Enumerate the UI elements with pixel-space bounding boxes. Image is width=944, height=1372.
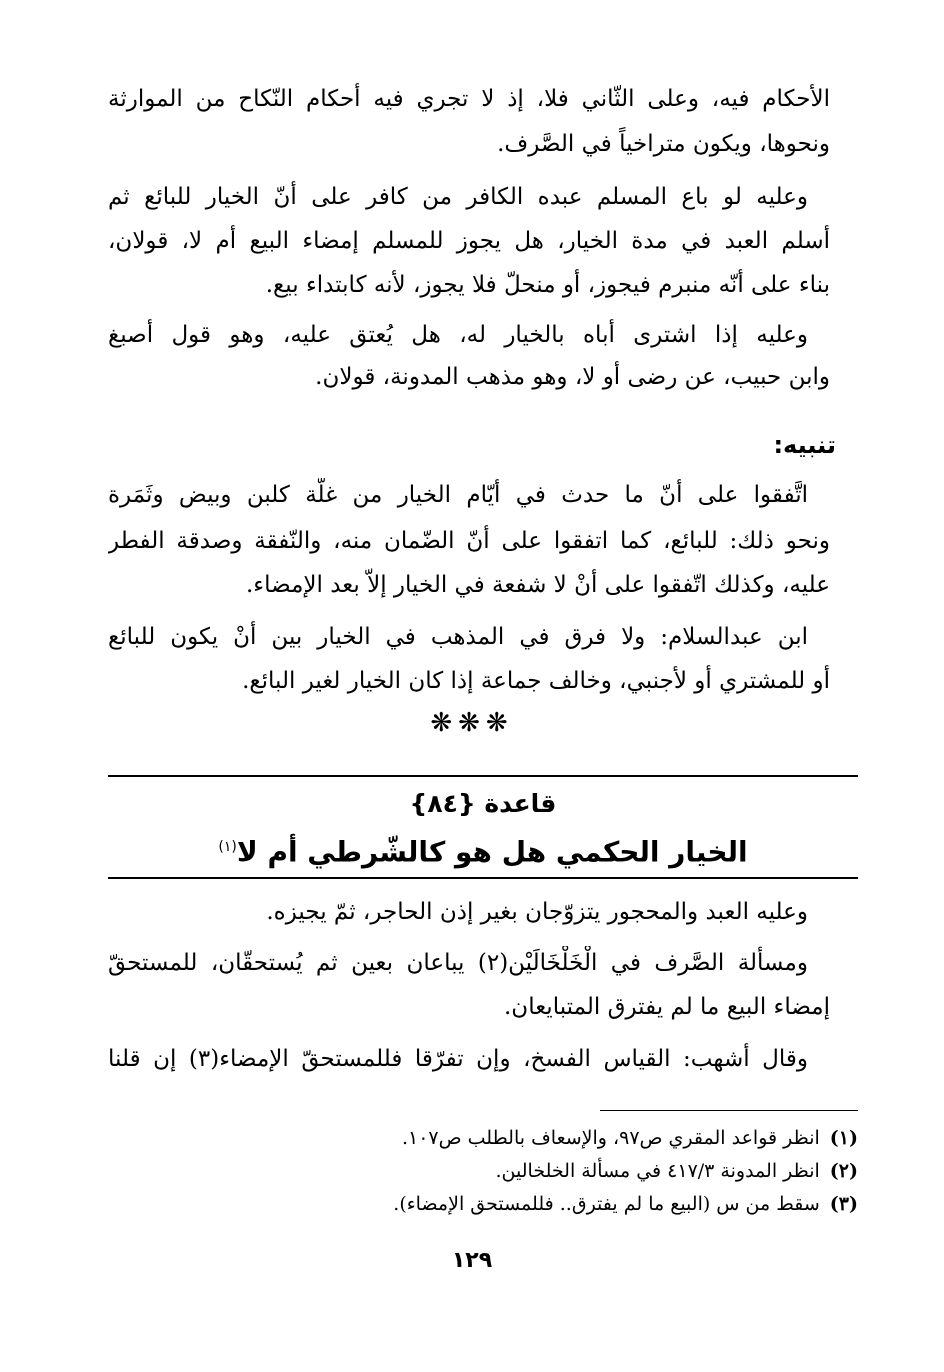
text-line: وعليه لو باع المسلم عبده الكافر من كافر على أنّ الخيار للبائع ثم xyxy=(108,184,808,210)
rule-title xyxy=(108,826,858,873)
text-line: وابن حبيب، عن رضى أو لا، وهو مذهب المدونة، قولان. xyxy=(315,364,830,390)
text-line: ابن عبدالسلام: ولا فرق في المذهب في الخيار بين أنْ يكون للبائع xyxy=(108,624,808,650)
footnote-text: انظر المدونة ٤١٧/٣ في مسألة الخلخالين. xyxy=(495,1160,820,1182)
footnote-number: (٣) xyxy=(829,1193,858,1215)
text-line: اتَّفقوا على أنّ ما حدث في أيّام الخيار من غلَّة كلبن وبيض وثَمَرة xyxy=(108,482,808,508)
section-separator: ❋❋❋ xyxy=(430,708,514,738)
text-line: وقال أشهب: القياس الفسخ، وإن تفرّقا فللمستحقّ الإمضاء(٣) إن قلنا xyxy=(108,1046,808,1072)
footnote-rule xyxy=(600,1110,858,1111)
text-line: أو للمشتري أو لأجنبي، وخالف جماعة إذا كان الخيار لغير البائع. xyxy=(242,668,830,694)
title-bottom-rule xyxy=(108,877,858,879)
text-line: عليه، وكذلك اتّفقوا على أنْ لا شفعة في الخيار إلاّ بعد الإمضاء. xyxy=(246,572,830,598)
footnote-text: سقط من س (البيع ما لم يفترق.. فللمستحق الإمضاء). xyxy=(393,1193,820,1215)
footnote-text: انظر قواعد المقري ص٩٧، والإسعاف بالطلب ص١٠٧. xyxy=(401,1127,820,1149)
footnote xyxy=(238,1190,858,1218)
footnote-ref: (١) xyxy=(218,839,237,855)
footnote-number: (٢) xyxy=(829,1160,858,1182)
rule-number: قاعدة {٨٤} xyxy=(409,789,557,818)
text-line: بناء على أنّه منبرم فيجوز، أو منحلّ فلا يجوز، لأنه كابتداء بيع. xyxy=(265,272,830,298)
text-line: ومسألة الصَّرف في الْخَلْخَالَيْن(٢) يباعان بعين ثم يُستحقّان، للمستحقّ xyxy=(108,950,808,976)
text-line: إمضاء البيع ما لم يفترق المتبايعان. xyxy=(504,994,830,1020)
title-top-rule xyxy=(108,775,858,777)
footnote xyxy=(238,1124,858,1152)
text-line: الأحكام فيه، وعلى الثّاني فلا، إذ لا تجري فيه أحكام النّكاح من الموارثة xyxy=(108,86,830,112)
rule-title-text: الخيار الحكمي هل هو كالشّرطي أم لا xyxy=(236,835,748,869)
page-number: ١٢٩ xyxy=(451,1248,493,1273)
text-line: وعليه العبد والمحجور يتزوّجان بغير إذن الحاجر، ثمّ يجيزه. xyxy=(266,899,808,925)
text-line: أسلم العبد في مدة الخيار، هل يجوز للمسلم إمضاء البيع أم لا، قولان، xyxy=(108,228,830,254)
footnote-number: (١) xyxy=(829,1127,858,1149)
text-line: ونحو ذلك: للبائع، كما اتفقوا على أنّ الضّمان منه، والنّفقة وصدقة الفطر xyxy=(108,528,830,554)
tanbih-heading: تنبيه: xyxy=(773,431,836,459)
footnote xyxy=(238,1157,858,1185)
text-line: وعليه إذا اشترى أباه بالخيار له، هل يُعتق عليه، وهو قول أصبغ xyxy=(108,322,808,348)
text-line: ونحوها، ويكون متراخياً في الصَّرف. xyxy=(497,131,830,157)
